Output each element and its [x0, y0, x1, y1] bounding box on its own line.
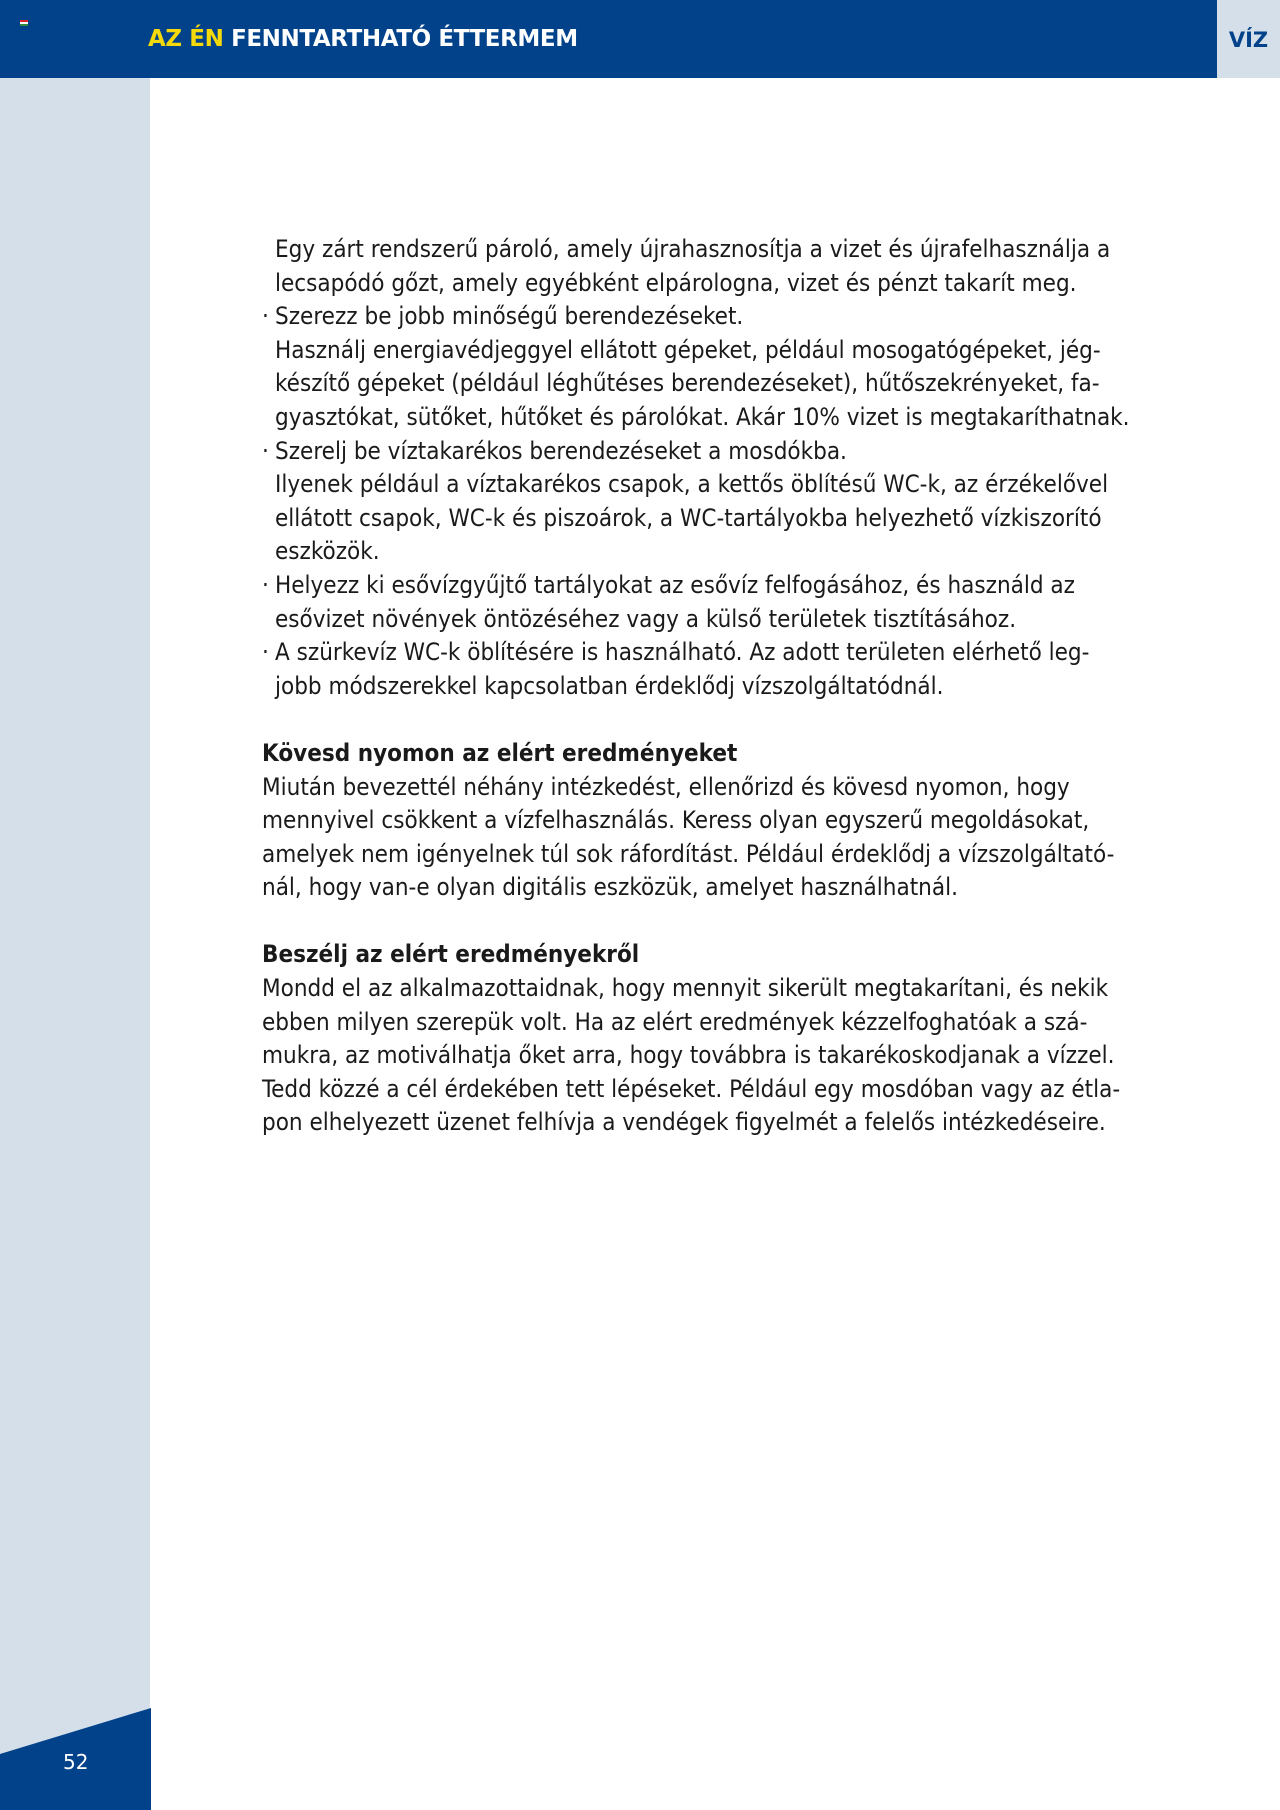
bullet-item	[262, 300, 1152, 434]
side-panel	[0, 78, 150, 1810]
bullet-marker: ·	[262, 436, 269, 465]
bullet-item	[262, 569, 1152, 636]
section-tracking	[262, 737, 1152, 905]
section-heading: Kövesd nyomon az elért eredményeket	[262, 738, 738, 767]
bullet-title: Szerezz be jobb minőségű berendezéseket.	[275, 302, 744, 331]
bullet-item	[262, 636, 1152, 703]
bullet-title: A szürkevíz WC-k öblítésére is használható. Az adott területen elérhető leg- jobb módszerekkel kapcsolatban érdeklődj vízszolgáltatódnál.	[275, 638, 1090, 700]
page-number: 52	[63, 1750, 89, 1774]
bullet-marker: ·	[262, 570, 269, 599]
bullet-title: Helyezz ki esővízgyűjtő tartályokat az esővíz felfogásához, és használd az esővizet növények öntözéséhez vagy a külső területek tisztításához.	[275, 570, 1075, 633]
section-communication	[262, 938, 1152, 1140]
flag-icon	[20, 20, 28, 26]
section-heading: Beszélj az elért eredményekről	[262, 940, 640, 969]
bullet-text: Ilyenek például a víztakarékos csapok, a kettős öblítésű WC-k, az érzékelővel ellátott csapok, WC-k és piszoárok, a WC-tartályokba helyezhető vízkiszorító eszközök.	[275, 470, 1109, 566]
bullet-text: Használj energiavédjeggyel ellátott gépeket, például mosogatógépeket, jég- készítő gépeket (például léghűtéses berendezéseket), hűtőszekrényeket, fa- gyasztókat, sütőket, hűtőket és párolókat. Akár 10% vizet is megtakaríthatnak.	[275, 335, 1130, 431]
bullet-title: Szerelj be víztakarékos berendezéseket a mosdókba.	[275, 436, 847, 465]
brand-title-part1: AZ ÉN	[148, 26, 224, 52]
bullet-marker: ·	[262, 302, 269, 331]
intro-paragraph: Egy zárt rendszerű pároló, amely újrahasznosítja a vizet és újrafelhasználja a lecsapódó gőzt, amely egyébként elpárologna, vizet és pénzt takarít meg.	[275, 235, 1111, 297]
section-label: VÍZ	[1228, 28, 1269, 52]
section-paragraph: Miután bevezettél néhány intézkedést, ellenőrizd és kövesd nyomon, hogy mennyivel csökkent a vízfelhasználás. Keress olyan egyszerű megoldásokat, amelyek nem igényelnek túl sok ráfordítást. Például érdeklődj a vízszolgáltató- nál, hogy van-e olyan digitális eszközük, amelyet használhatnál.	[262, 772, 1115, 902]
brand-title	[148, 26, 578, 52]
document-body	[262, 233, 1152, 1140]
bullet-marker: ·	[262, 638, 269, 667]
bullet-item	[262, 435, 1152, 569]
brand-title-part2: FENNTARTHATÓ ÉTTERMEM	[231, 26, 578, 52]
section-paragraph: Mondd el az alkalmazottaidnak, hogy mennyit sikerült megtakarítani, és nekik ebben milyen szerepük volt. Ha az elért eredmények kézzelfoghatóak a szá- mukra, az motiválhatja őket arra, hogy továbbra is takarékoskodjanak a vízzel. Tedd közzé a cél érdekében tett lépéseket. Például egy mosdóban vagy az étla- pon elhelyezett üzenet felhívja a vendégek figyelmét a felelős intézkedéseire.	[262, 974, 1121, 1137]
page-header	[0, 0, 1280, 78]
